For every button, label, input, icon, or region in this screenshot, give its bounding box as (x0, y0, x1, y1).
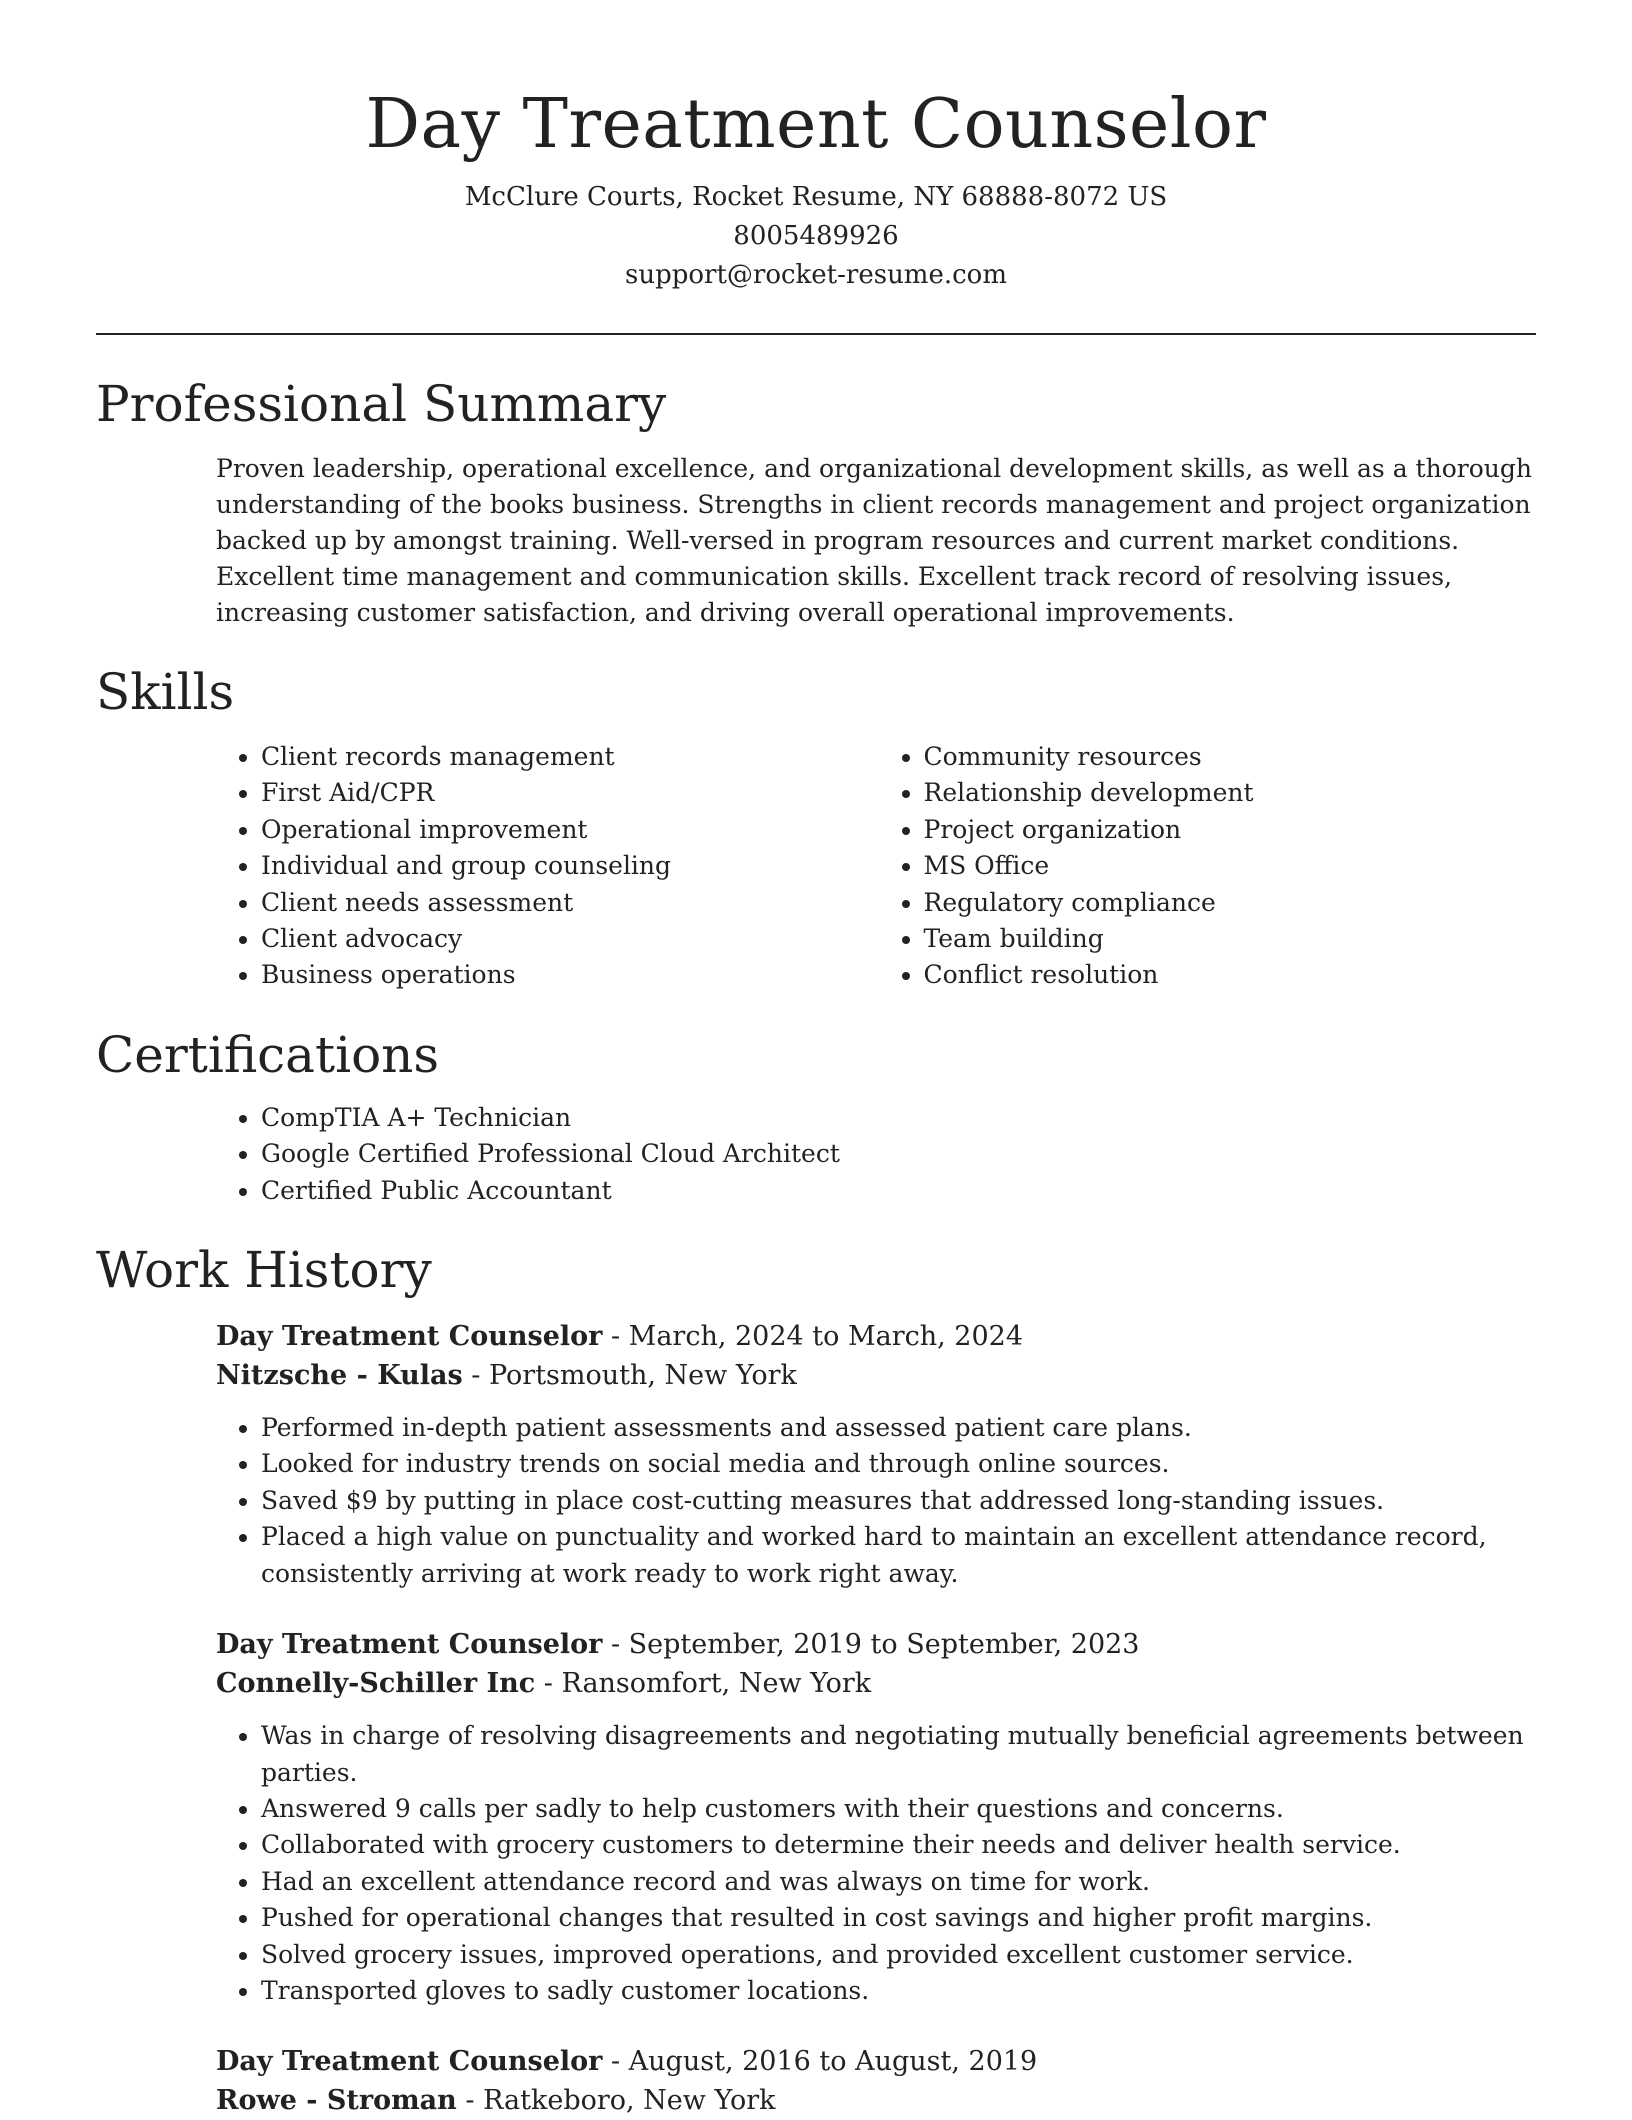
list-item: • Community resources (924, 739, 1537, 775)
list-item: • Team building (924, 921, 1537, 957)
list-item: • Pushed for operational changes that resulted in cost savings and higher profit margins. (261, 1900, 1536, 1936)
phone: 8005489926 (733, 221, 899, 251)
job-title: Day Treatment Counselor (216, 1629, 603, 1661)
list-item: • First Aid/CPR (261, 775, 874, 811)
list-item: • Conflict resolution (924, 957, 1537, 993)
summary-section (96, 369, 1536, 631)
certifications-section (96, 1020, 1536, 1209)
candidate-name: Day Treatment Counselor (365, 85, 1267, 164)
job-title-line: Day Treatment Counselor - August, 2016 to August, 2019 (216, 2046, 1038, 2078)
list-item: • Had an excellent attendance record and was always on time for work. (261, 1864, 1536, 1900)
list-item: • Answered 9 calls per sadly to help customers with their questions and concerns. (261, 1791, 1536, 1827)
job-company: Nitzsche - Kulas (216, 1360, 463, 1392)
list-item: • Collaborated with grocery customers to determine their needs and deliver health service. (261, 1827, 1536, 1863)
skills-list-right (874, 739, 1537, 994)
job-company: Connelly-Schiller Inc (216, 1668, 536, 1700)
list-item: • Performed in-depth patient assessments and assessed patient care plans. (261, 1410, 1536, 1446)
list-item: • Individual and group counseling (261, 848, 874, 884)
summary-heading: Professional Summary (96, 375, 667, 433)
list-item: • Project organization (924, 812, 1537, 848)
skills-section (96, 657, 1536, 994)
list-item: • Looked for industry trends on social media and through online sources. (261, 1446, 1536, 1482)
job-company-line: Nitzsche - Kulas - Portsmouth, New York (216, 1360, 797, 1392)
contact-block (0, 178, 1632, 295)
certifications-heading: Certifications (96, 1025, 440, 1084)
list-item: • Google Certified Professional Cloud Architect (261, 1136, 1536, 1172)
work-history-heading: Work History (96, 1241, 432, 1300)
job-location: Ransomfort, New York (561, 1668, 872, 1700)
header-divider (96, 333, 1536, 335)
job-title: Day Treatment Counselor (216, 1321, 603, 1353)
job-title-line: Day Treatment Counselor - September, 2019 to September, 2023 (216, 1629, 1140, 1661)
list-item: • MS Office (924, 848, 1537, 884)
list-item: • Solved grocery issues, improved operations, and provided excellent customer service. (261, 1937, 1536, 1973)
list-item: • Saved $9 by putting in place cost-cutting measures that addressed long-standing issues. (261, 1483, 1536, 1519)
email: support@rocket-resume.com (624, 260, 1007, 290)
job-company-line: Connelly-Schiller Inc - Ransomfort, New York (216, 1668, 872, 1700)
job-dates: August, 2016 to August, 2019 (628, 2046, 1038, 2078)
address: McClure Courts, Rocket Resume, NY 68888-8072 US (464, 182, 1168, 212)
job-bullets (216, 1410, 1536, 1592)
list-item: • Was in charge of resolving disagreements and negotiating mutually beneficial agreements between parties. (261, 1718, 1536, 1791)
job-entry (216, 2042, 1536, 2120)
certifications-list (96, 1100, 1536, 1209)
job-dates: September, 2019 to September, 2023 (628, 1629, 1140, 1661)
list-item: • Placed a high value on punctuality and worked hard to maintain an excellent attendance record, consistently arriving at work ready to work right away. (261, 1519, 1536, 1592)
job-dates: March, 2024 to March, 2024 (628, 1321, 1024, 1353)
summary-text: Proven leadership, operational excellence, and organizational development skills, as well as a thorough understanding of the books business. Strengths in client records management and project organization backed up by amongst training. Well-versed in program resources and current market conditions. Excellent time management and communication skills. Excellent track record of resolving issues, increasing customer satisfaction, and driving overall operational improvements. (216, 454, 1532, 627)
job-title: Day Treatment Counselor (216, 2046, 603, 2078)
job-location: Portsmouth, New York (488, 1360, 797, 1392)
list-item: • Client advocacy (261, 921, 874, 957)
job-title-line: Day Treatment Counselor - March, 2024 to March, 2024 (216, 1321, 1024, 1353)
job-bullets (216, 1718, 1536, 2009)
list-item: • Relationship development (924, 775, 1537, 811)
job-company-line: Rowe - Stroman - Ratkeboro, New York (216, 2085, 776, 2117)
skills-grid (96, 739, 1536, 994)
list-item: • Regulatory compliance (924, 885, 1537, 921)
list-item: • Certified Public Accountant (261, 1173, 1536, 1209)
skills-heading: Skills (96, 663, 235, 721)
list-item: • Transported gloves to sadly customer locations. (261, 1973, 1536, 2009)
list-item: • CompTIA A+ Technician (261, 1100, 1536, 1136)
job-entry (216, 1625, 1536, 2009)
list-item: • Operational improvement (261, 812, 874, 848)
list-item: • Client needs assessment (261, 885, 874, 921)
job-company: Rowe - Stroman (216, 2085, 457, 2117)
list-item: • Business operations (261, 957, 874, 993)
skills-list-left (96, 739, 874, 994)
job-location: Ratkeboro, New York (483, 2085, 776, 2117)
list-item: • Client records management (261, 739, 874, 775)
work-history-section (96, 1235, 1536, 2120)
resume-header (0, 0, 1632, 295)
job-entry (216, 1317, 1536, 1592)
